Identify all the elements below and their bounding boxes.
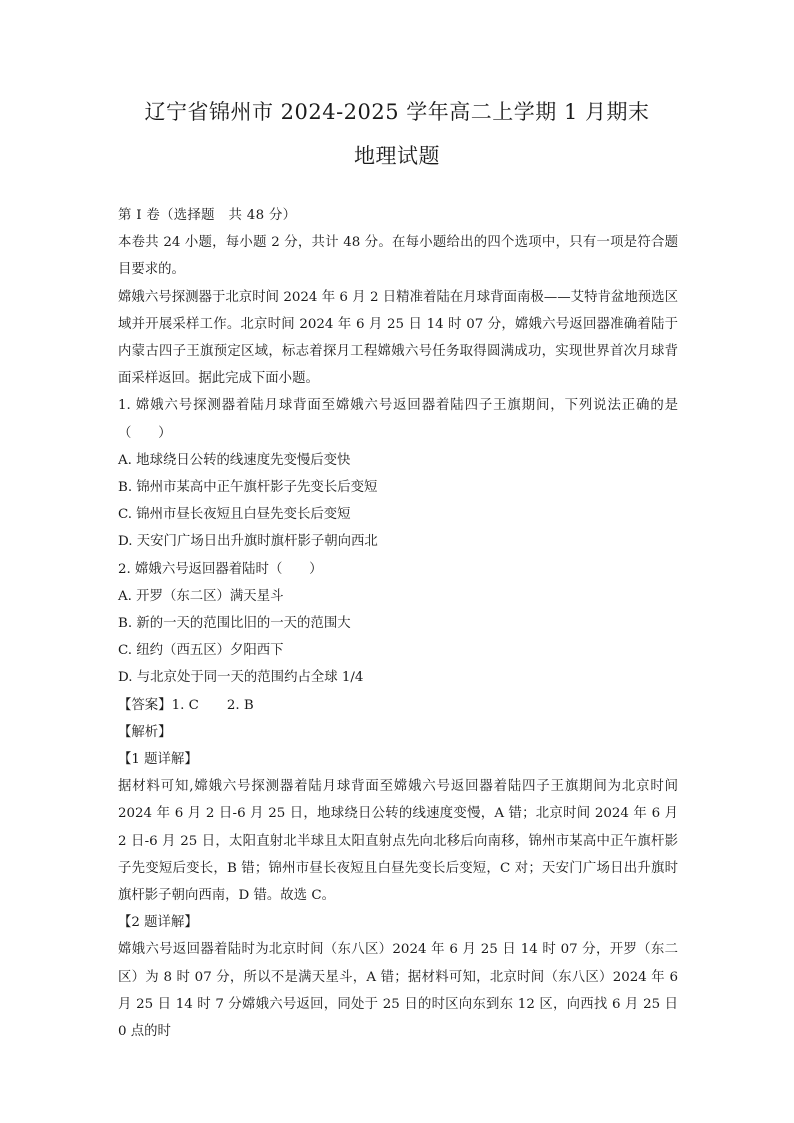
question-1-option-d: D. 天安门广场日出升旗时旗杆影子朝向西北	[118, 534, 378, 550]
document-subtitle: 地理试题	[354, 144, 440, 168]
question-1-option-a: A. 地球绕日公转的线速度先变慢后变快	[118, 452, 351, 468]
document-title: 辽宁省锦州市 2024-2025 学年高二上学期 1 月期末	[144, 100, 650, 124]
question-1-option-b: B. 锦州市某高中正午旗杆影子先变长后变短	[118, 480, 378, 496]
question-1-stem: 1. 嫦娥六号探测器着陆月球背面至嫦娥六号返回器着陆四子王旗期间，下列说法正确的是（ ）	[118, 398, 678, 441]
answer-line	[118, 692, 678, 719]
analysis-label: 【解析】	[118, 724, 172, 740]
answer-part-2: 2. B	[226, 697, 254, 713]
question-2-option-c: C. 纽约（西五区）夕阳西下	[118, 643, 284, 659]
question-2-option-a: A. 开罗（东二区）满天星斗	[118, 588, 284, 604]
section-instructions: 本卷共 24 小题，每小题 2 分，共计 48 分。在每小题给出的四个选项中，只有一项是符合题目要求的。	[118, 235, 678, 278]
question-2-stem: 2. 嫦娥六号返回器着陆时（ ）	[118, 561, 323, 577]
question-2-analysis-text: 嫦娥六号返回器着陆时为北京时间（东八区）2024 年 6 月 25 日 14 时 07 分，开罗（东二区）为 8 时 07 分，所以不是满天星斗，A 错；据材料可知，北京时间（东八区）2024 年 6 月 25 日 14 时 7 分嫦娥六号返回，同处于 25 日的时区向东到东 12 区，向西找 6 月 25 日 0 点的时	[118, 942, 678, 1040]
document-body	[118, 202, 678, 1045]
question-2-option-d: D. 与北京处于同一天的范围约占全球 1/4	[118, 670, 364, 686]
question-1-option-c: C. 锦州市昼长夜短且白昼先变长后变短	[118, 507, 351, 523]
answer-label: 【答案】	[118, 697, 172, 713]
question-1-analysis-text: 据材料可知,嫦娥六号探测器着陆月球背面至嫦娥六号返回器着陆四子王旗期间为北京时间 2024 年 6 月 2 日-6 月 25 日，地球绕日公转的线速度变慢，A 错；北京时间 2024 年 6 月 2 日-6 月 25 日，太阳直射北半球且太阳直射点先向北移后向南移，锦州市某高中正午旗杆影子先变短后变长，B 错；锦州市昼长夜短且白昼先变长后变短，C 对；天安门广场日出升旗时旗杆影子朝向西南，D 错。故选 C。	[118, 779, 678, 904]
material-text: 嫦娥六号探测器于北京时间 2024 年 6 月 2 日精准着陆在月球背面南极——艾特肯盆地预选区域并开展采样工作。北京时间 2024 年 6 月 25 日 14 时 07 分，嫦娥六号返回器准确着陆于内蒙古四子王旗预定区域，标志着探月工程嫦娥六号任务取得圆满成功，实现世界首次月球背面采样返回。据此完成下面小题。	[118, 289, 678, 387]
question-2-analysis-label: 【2 题详解】	[118, 915, 198, 931]
question-1-analysis-label: 【1 题详解】	[118, 752, 198, 768]
section-heading: 第 I 卷（选择题 共 48 分）	[118, 208, 297, 223]
question-2-option-b: B. 新的一天的范围比旧的一天的范围大	[118, 616, 351, 632]
answer-part-1: 1. C	[171, 697, 199, 713]
